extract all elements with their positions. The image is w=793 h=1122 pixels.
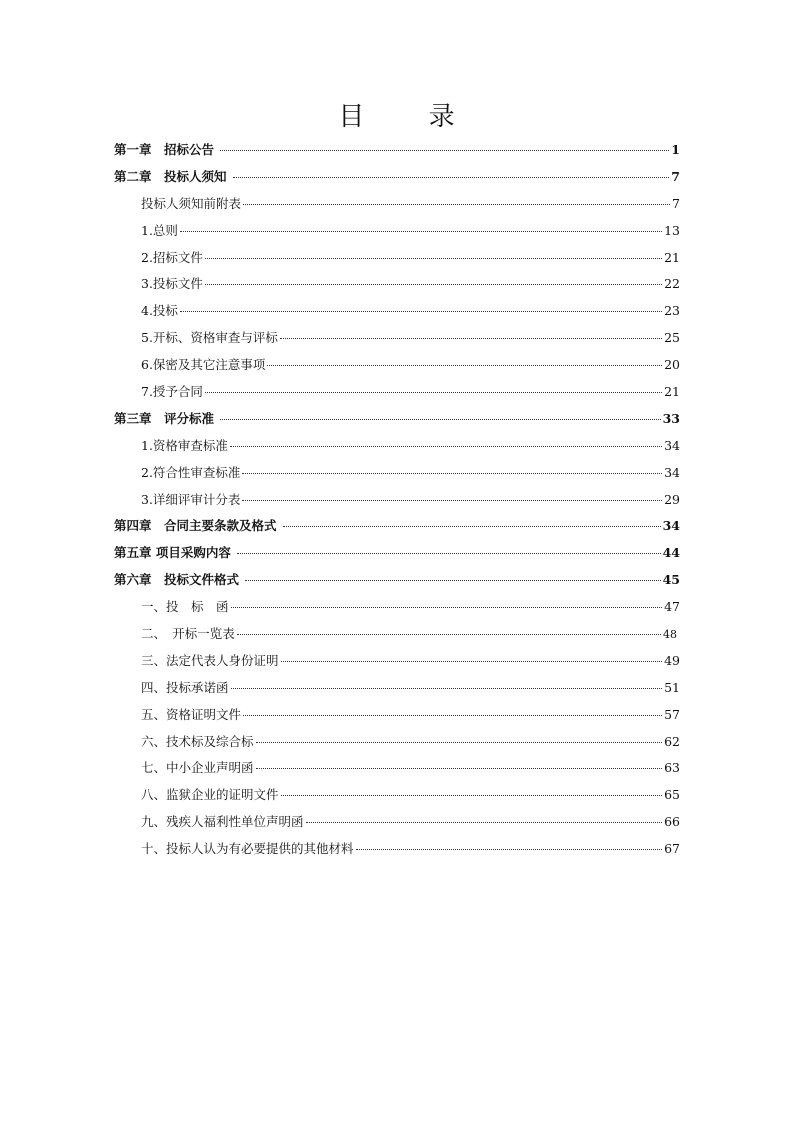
- toc-entry-label: 4.投标: [141, 303, 178, 319]
- toc-entry-label: 1.资格审查标准: [141, 437, 228, 453]
- toc-entry-label: 3.投标文件: [141, 276, 203, 292]
- toc-entry-chapter-2[interactable]: [114, 167, 680, 194]
- dot-leader: [205, 284, 662, 285]
- toc-entry-page: 44: [662, 545, 680, 561]
- dot-leader: [230, 446, 662, 447]
- toc-entry-label: 第二章 投标人须知: [114, 168, 231, 184]
- toc-entry-page: 67: [664, 841, 680, 857]
- toc-entry-page: 51: [664, 679, 680, 695]
- toc-entry-page: 57: [664, 706, 680, 722]
- toc-entry-label: 二、 开标一览表: [141, 626, 235, 642]
- toc-entry-label: 六、技术标及综合标: [141, 733, 254, 749]
- toc-entry-page: 34: [664, 464, 680, 480]
- toc-entry-label: 八、监狱企业的证明文件: [141, 787, 279, 803]
- toc-entry-page: 34: [662, 518, 680, 534]
- dot-leader: [180, 231, 662, 232]
- toc-entry-qualification-review[interactable]: [114, 436, 680, 463]
- toc-entry-page: 29: [664, 491, 680, 507]
- toc-entry-scoring-table[interactable]: [114, 490, 680, 517]
- toc-entry-label: 五、资格证明文件: [141, 706, 242, 722]
- dot-leader: [205, 258, 662, 259]
- toc-entry-general[interactable]: [114, 221, 680, 248]
- dot-leader: [220, 150, 669, 151]
- toc-entry-contract-award[interactable]: [114, 382, 680, 409]
- toc-entry-technical-bid[interactable]: [114, 732, 680, 759]
- toc-entry-label: 5.开标、资格审查与评标: [141, 330, 278, 346]
- toc-entry-label: 四、投标承诺函: [141, 679, 229, 695]
- toc-entry-chapter-5[interactable]: [114, 543, 680, 570]
- toc-entry-prison-enterprise[interactable]: [114, 785, 680, 812]
- toc-entry-chapter-3[interactable]: [114, 409, 680, 436]
- toc-entry-page: 45: [662, 572, 680, 588]
- toc-entry-label: 第四章 合同主要条款及格式: [114, 518, 281, 534]
- toc-entry-confidentiality[interactable]: [114, 355, 680, 382]
- toc-entry-label: 1.总则: [141, 222, 178, 238]
- toc-entry-qualification-docs[interactable]: [114, 705, 680, 732]
- toc-entry-sme-statement[interactable]: [114, 758, 680, 785]
- toc-entry-label: 2.符合性审查标准: [141, 464, 241, 480]
- toc-entry-page: 63: [664, 760, 680, 776]
- toc-entry-page: 7: [672, 195, 680, 211]
- toc-entry-page: 48: [663, 628, 677, 642]
- toc-entry-label: 第五章 项目采购内容: [114, 545, 236, 561]
- toc-entry-page: 33: [662, 410, 680, 426]
- toc-entry-page: 21: [664, 249, 680, 265]
- dot-leader: [243, 204, 670, 205]
- dot-leader: [220, 419, 660, 420]
- dot-leader: [281, 661, 663, 662]
- toc-entry-bidding[interactable]: [114, 301, 680, 328]
- toc-entry-bid-opening[interactable]: [114, 328, 680, 355]
- toc-entry-commitment-letter[interactable]: [114, 678, 680, 705]
- toc-entry-label: 3.详细评审计分表: [141, 491, 241, 507]
- toc-entry-label: 第一章 招标公告: [114, 142, 219, 157]
- toc-entry-page: 34: [664, 437, 680, 453]
- toc-entry-other-materials[interactable]: [114, 839, 680, 866]
- dot-leader: [280, 338, 662, 339]
- toc-entry-page: 47: [664, 599, 680, 615]
- toc-title: 目 录: [338, 102, 483, 132]
- dot-leader: [180, 311, 662, 312]
- dot-leader: [283, 526, 661, 527]
- dot-leader: [242, 500, 662, 501]
- toc-entry-page: 65: [664, 787, 680, 803]
- toc-entry-chapter-6[interactable]: [114, 570, 680, 597]
- toc-entry-label: 十、投标人认为有必要提供的其他材料: [141, 841, 354, 857]
- toc-entry-bidder-notice-table[interactable]: [114, 194, 680, 221]
- dot-leader: [237, 634, 661, 635]
- toc-entry-disability-welfare[interactable]: [114, 812, 680, 839]
- toc-entry-bid-letter[interactable]: [114, 597, 680, 624]
- dot-leader: [281, 795, 663, 796]
- toc-entry-page: 21: [664, 384, 680, 400]
- toc-entry-tender-documents[interactable]: [114, 248, 680, 275]
- toc-list: [114, 140, 680, 866]
- toc-entry-label: 2.招标文件: [141, 249, 203, 265]
- toc-entry-page: 22: [664, 276, 680, 292]
- dot-leader: [243, 715, 662, 716]
- toc-entry-page: 62: [664, 733, 680, 749]
- toc-entry-page: 66: [664, 814, 680, 830]
- toc-entry-page: 20: [664, 357, 680, 373]
- dot-leader: [231, 607, 663, 608]
- toc-entry-label: 九、残疾人福利性单位声明函: [141, 814, 304, 830]
- toc-entry-label: 七、中小企业声明函: [141, 760, 254, 776]
- dot-leader: [233, 177, 669, 178]
- toc-entry-bid-documents[interactable]: [114, 274, 680, 301]
- toc-entry-label: 7.授予合同: [141, 384, 203, 400]
- toc-entry-label: 一、投 标 函: [141, 599, 229, 615]
- dot-leader: [237, 553, 660, 554]
- dot-leader: [306, 822, 663, 823]
- toc-entry-page: 1: [671, 142, 680, 157]
- dot-leader: [205, 392, 662, 393]
- toc-entry-page: 23: [664, 303, 680, 319]
- toc-entry-page: 25: [664, 330, 680, 346]
- toc-entry-compliance-review[interactable]: [114, 463, 680, 490]
- toc-entry-chapter-4[interactable]: [114, 516, 680, 543]
- dot-leader: [256, 742, 663, 743]
- toc-entry-chapter-1[interactable]: [114, 140, 680, 167]
- toc-entry-label: 6.保密及其它注意事项: [141, 357, 266, 373]
- toc-entry-label: 第六章 投标文件格式: [114, 572, 244, 588]
- dot-leader: [242, 473, 662, 474]
- toc-entry-label: 投标人须知前附表: [141, 195, 242, 211]
- toc-entry-page: 49: [664, 652, 680, 668]
- toc-entry-page: 13: [664, 222, 680, 238]
- toc-entry-opening-summary[interactable]: [114, 624, 680, 651]
- toc-entry-label: 三、法定代表人身份证明: [141, 652, 279, 668]
- dot-leader: [231, 688, 663, 689]
- dot-leader: [256, 768, 663, 769]
- dot-leader: [356, 849, 663, 850]
- dot-leader: [267, 365, 662, 366]
- toc-entry-label: 第三章 评分标准: [114, 410, 219, 426]
- toc-entry-page: 7: [671, 168, 680, 184]
- toc-entry-legal-rep-id[interactable]: [114, 651, 680, 678]
- dot-leader: [245, 580, 660, 581]
